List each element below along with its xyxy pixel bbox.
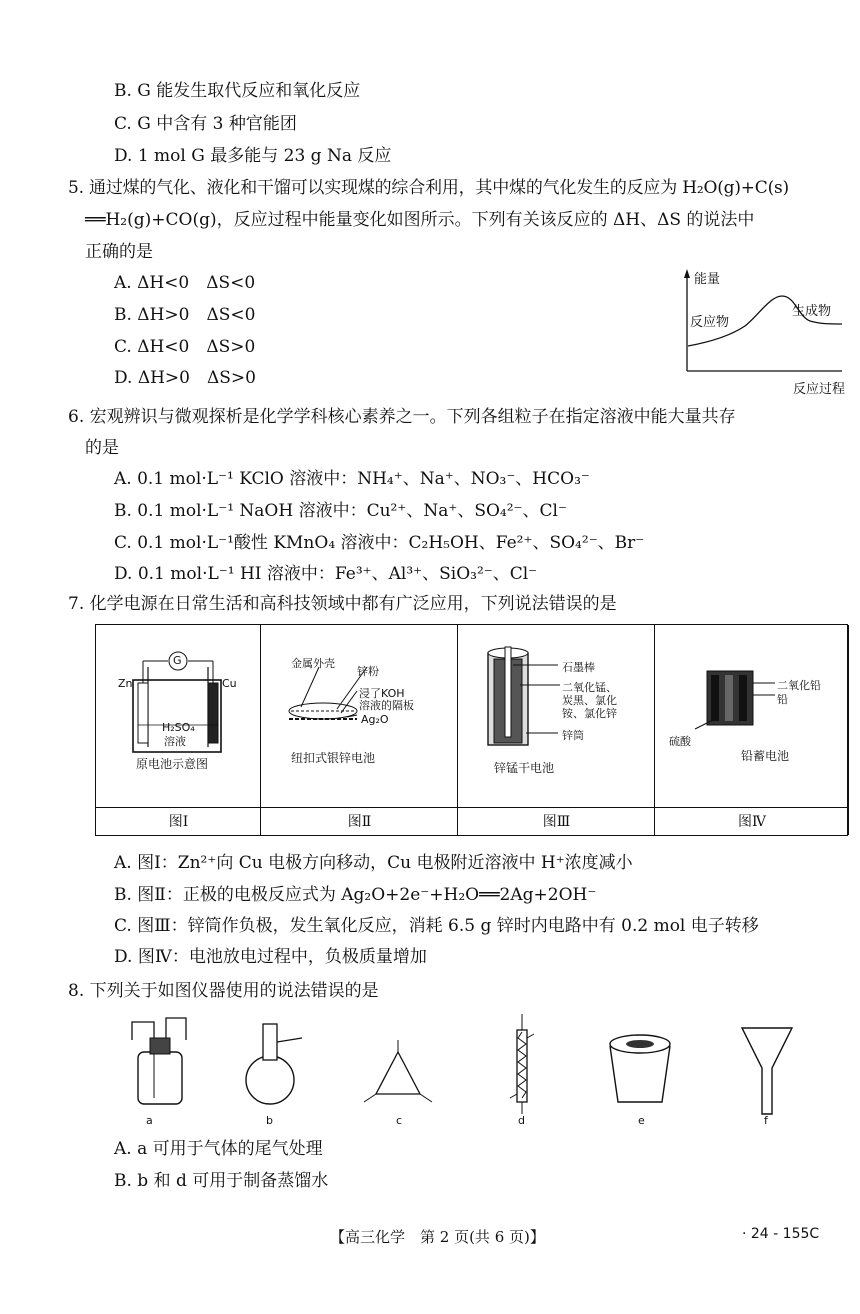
q5-stem-line1: 5. 通过煤的气化、液化和干馏可以实现煤的综合利用，其中煤的气化发生的反应为 H₂O(g)+C(s) <box>68 178 789 198</box>
solution-label-2: 溶液 <box>164 735 186 748</box>
q4-option-d: D. 1 mol G 最多能与 23 g Na 反应 <box>114 146 392 166</box>
crucible-icon <box>610 1035 670 1102</box>
energy-graph <box>670 266 850 396</box>
apparatus-label-c: c <box>396 1114 403 1127</box>
fig4-title: 铅蓄电池 <box>741 749 790 763</box>
graphite-rod-label: 石墨棒 <box>562 661 595 674</box>
q6-option-b: B. 0.1 mol·L⁻¹ NaOH 溶液中：Cu²⁺、Na⁺、SO₄²⁻、Cl⁻ <box>114 501 567 521</box>
q5-option-b: B. ΔH>0 ΔS<0 <box>114 305 256 325</box>
apparatus-label-b: b <box>266 1114 273 1127</box>
process-axis-label: 反应过程 <box>793 382 846 397</box>
condenser-icon <box>510 1014 534 1114</box>
figure-cell-1 <box>96 625 261 835</box>
q4-option-c: C. G 中含有 3 种官能团 <box>114 114 297 134</box>
distilling-flask-icon <box>246 1024 302 1104</box>
q7-option-d: D. 图Ⅳ：电池放电过程中，负极质量增加 <box>114 947 427 967</box>
q6-stem-line2: 的是 <box>85 438 119 458</box>
fig3-caption: 图Ⅲ <box>542 814 571 830</box>
zn-electrode-label: Zn <box>118 677 133 690</box>
fig2-caption: 图Ⅱ <box>347 814 372 830</box>
q8-option-a: A. a 可用于气体的尾气处理 <box>114 1139 323 1159</box>
solution-label-1: H₂SO₄ <box>162 721 195 734</box>
lead-acid-battery-diagram <box>655 625 849 807</box>
q6-option-c: C. 0.1 mol·L⁻¹酸性 KMnO₄ 溶液中：C₂H₅OH、Fe²⁺、SO₄²⁻、Br⁻ <box>114 533 645 553</box>
zinc-powder-label: 锌粉 <box>357 665 379 678</box>
fig1-title: 原电池示意图 <box>136 757 209 771</box>
q5-stem-line2: ══H₂(g)+CO(g)，反应过程中能量变化如图所示。下列有关该反应的 ΔH、ΔS 的说法中 <box>85 210 755 230</box>
q7-option-a: A. 图Ⅰ：Zn²⁺向 Cu 电极方向移动，Cu 电极附近溶液中 H⁺浓度减小 <box>114 853 633 873</box>
galvanic-cell-diagram <box>96 625 261 807</box>
apparatus-label-f: f <box>764 1114 768 1127</box>
pb-label: 铅 <box>777 693 788 706</box>
apparatus-row <box>120 1010 800 1135</box>
figure-cell-2 <box>261 625 458 835</box>
q7-stem: 7. 化学电源在日常生活和高科技领域中都有广泛应用，下列说法错误的是 <box>68 594 617 614</box>
dry-cell-diagram <box>458 625 655 807</box>
zinc-can-label: 锌筒 <box>562 729 584 742</box>
clay-triangle-icon <box>364 1040 432 1102</box>
product-label: 生成物 <box>792 304 832 319</box>
figure-cell-4 <box>655 625 849 835</box>
funnel-icon <box>742 1028 792 1114</box>
q5-option-a: A. ΔH<0 ΔS<0 <box>114 273 256 293</box>
fig1-caption: 图Ⅰ <box>168 814 189 830</box>
paste-label-3: 铵、氯化锌 <box>562 707 617 720</box>
battery-figure-table <box>95 624 848 836</box>
ag2o-label: Ag₂O <box>361 713 389 726</box>
q7-option-b: B. 图Ⅱ：正极的电极反应式为 Ag₂O+2e⁻+H₂O══2Ag+2OH⁻ <box>114 885 597 905</box>
separator-label-1: 浸了KOH <box>359 687 405 700</box>
fig2-title: 纽扣式银锌电池 <box>291 751 376 765</box>
q7-option-c: C. 图Ⅲ：锌筒作负极，发生氧化反应，消耗 6.5 g 锌时内电路中有 0.2 mol 电子转移 <box>114 916 759 936</box>
q5-stem-line3: 正确的是 <box>85 242 153 262</box>
paste-label-2: 炭黑、氯化 <box>562 694 617 707</box>
galvanometer-label: G <box>173 654 182 667</box>
q4-option-b: B. G 能发生取代反应和氧化反应 <box>114 81 361 101</box>
apparatus-label-a: a <box>146 1114 153 1127</box>
pbo2-label: 二氧化铅 <box>777 679 821 692</box>
apparatus-svg <box>120 1010 800 1135</box>
fig3-title: 锌锰干电池 <box>494 761 555 775</box>
gas-washing-bottle-icon <box>132 1018 186 1104</box>
separator-label-2: 溶液的隔板 <box>359 699 414 712</box>
fig4-caption: 图Ⅳ <box>738 814 766 830</box>
page-footer-center: 【高三化学 第 2 页(共 6 页)】 <box>330 1228 545 1246</box>
q6-option-d: D. 0.1 mol·L⁻¹ HI 溶液中：Fe³⁺、Al³⁺、SiO₃²⁻、Cl⁻ <box>114 564 538 584</box>
q8-option-b: B. b 和 d 可用于制备蒸馏水 <box>114 1171 329 1191</box>
q8-stem: 8. 下列关于如图仪器使用的说法错误的是 <box>68 981 379 1001</box>
figure-cell-3 <box>458 625 655 835</box>
metal-shell-label: 金属外壳 <box>291 657 335 670</box>
q6-stem-line1: 6. 宏观辨识与微观探析是化学学科核心素养之一。下列各组粒子在指定溶液中能大量共存 <box>68 407 736 427</box>
q6-option-a: A. 0.1 mol·L⁻¹ KClO 溶液中：NH₄⁺、Na⁺、NO₃⁻、HCO₃⁻ <box>114 469 590 489</box>
cu-electrode-label: Cu <box>222 677 237 690</box>
button-cell-diagram <box>261 625 458 807</box>
q5-option-d: D. ΔH>0 ΔS>0 <box>114 368 256 388</box>
reactant-label: 反应物 <box>690 315 730 330</box>
paste-label-1: 二氧化锰、 <box>562 681 617 694</box>
q5-option-c: C. ΔH<0 ΔS>0 <box>114 337 256 357</box>
sulfuric-acid-label: 硫酸 <box>669 735 691 748</box>
energy-axis-label: 能量 <box>694 272 721 287</box>
page-footer-code: · 24 - 155C <box>742 1226 820 1242</box>
apparatus-label-e: e <box>638 1114 645 1127</box>
apparatus-label-d: d <box>518 1114 525 1127</box>
